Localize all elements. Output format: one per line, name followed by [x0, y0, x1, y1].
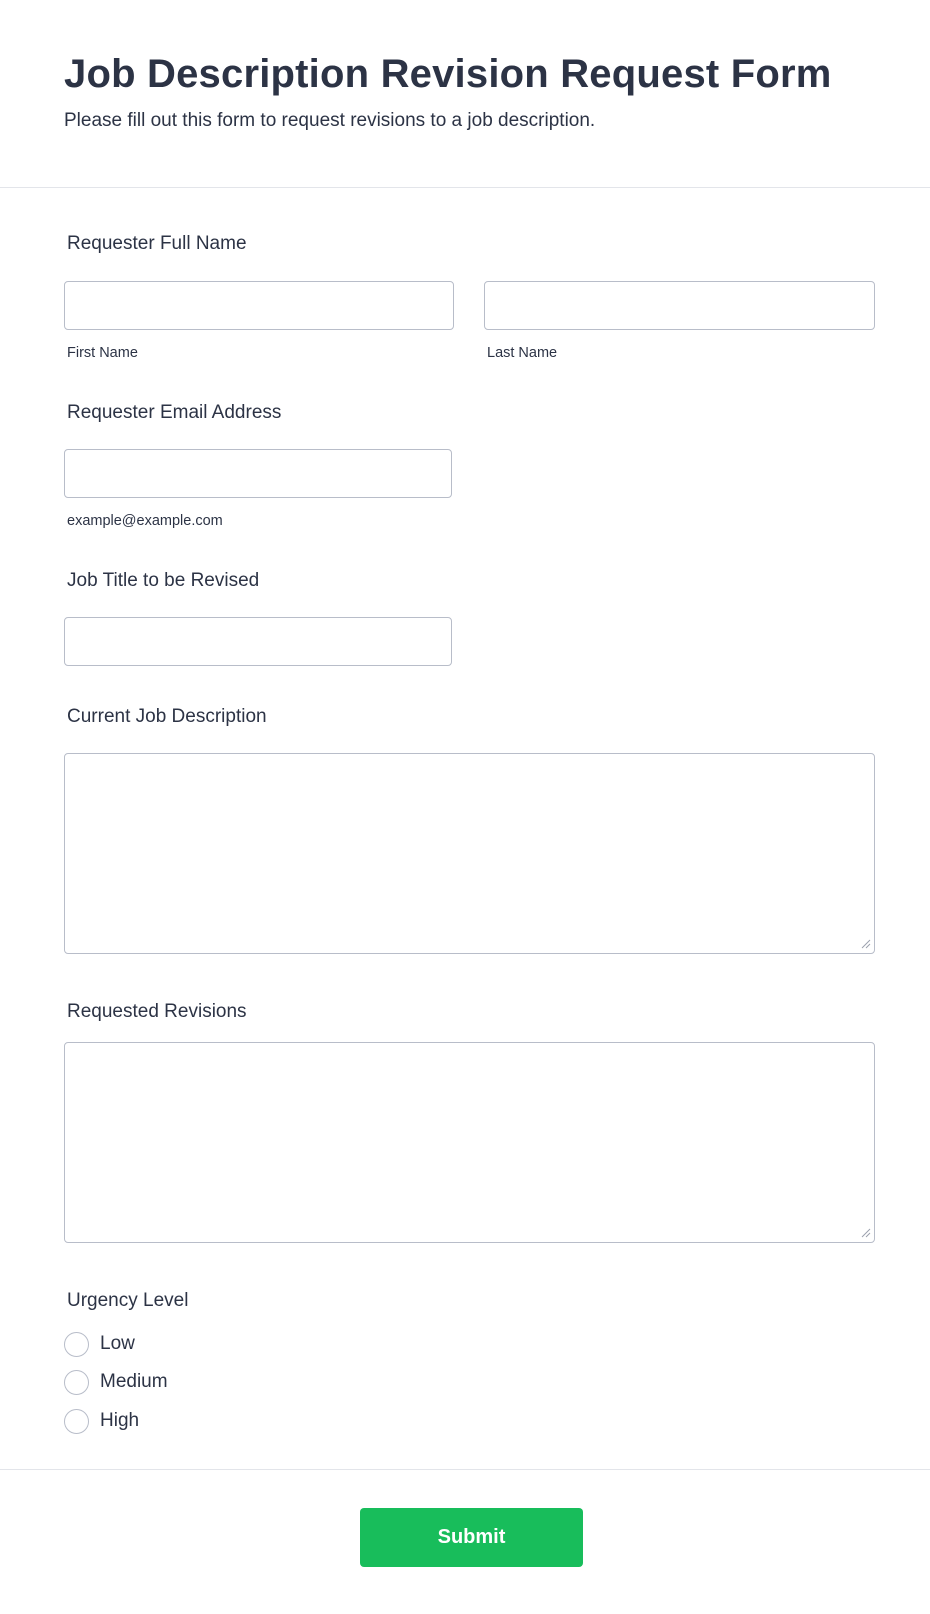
requested-revisions-label: Requested Revisions: [67, 1001, 247, 1022]
urgency-option-low[interactable]: [64, 1331, 135, 1357]
form-header: [0, 0, 930, 188]
urgency-option-label: Low: [100, 1333, 135, 1354]
resize-handle-icon[interactable]: [861, 939, 871, 949]
urgency-option-high[interactable]: [64, 1408, 139, 1434]
footer-divider: [0, 1469, 930, 1470]
urgency-option-label: High: [100, 1410, 140, 1431]
submit-button[interactable]: Submit: [360, 1508, 583, 1567]
email-label: Requester Email Address: [67, 402, 282, 423]
first-name-sublabel: First Name: [67, 345, 138, 361]
form-subtitle: Please fill out this form to request revisions to a job description.: [64, 110, 596, 131]
email-input[interactable]: [64, 449, 452, 498]
form-title: Job Description Revision Request Form: [64, 52, 832, 96]
urgency-option-medium[interactable]: [64, 1369, 168, 1395]
first-name-input[interactable]: [64, 281, 454, 330]
current-description-label: Current Job Description: [67, 706, 267, 727]
resize-handle-icon[interactable]: [861, 1228, 871, 1238]
urgency-label: Urgency Level: [67, 1290, 189, 1311]
job-title-input[interactable]: [64, 617, 452, 666]
urgency-option-label: Medium: [100, 1371, 168, 1392]
full-name-label: Requester Full Name: [67, 233, 247, 254]
radio-circle-icon[interactable]: [64, 1409, 89, 1434]
radio-circle-icon[interactable]: [64, 1370, 89, 1395]
last-name-sublabel: Last Name: [487, 345, 558, 361]
email-sublabel: example@example.com: [67, 513, 223, 529]
requested-revisions-textarea[interactable]: [64, 1042, 875, 1243]
last-name-input[interactable]: [484, 281, 875, 330]
current-description-textarea[interactable]: [64, 753, 875, 954]
job-title-label: Job Title to be Revised: [67, 570, 260, 591]
radio-circle-icon[interactable]: [64, 1332, 89, 1357]
